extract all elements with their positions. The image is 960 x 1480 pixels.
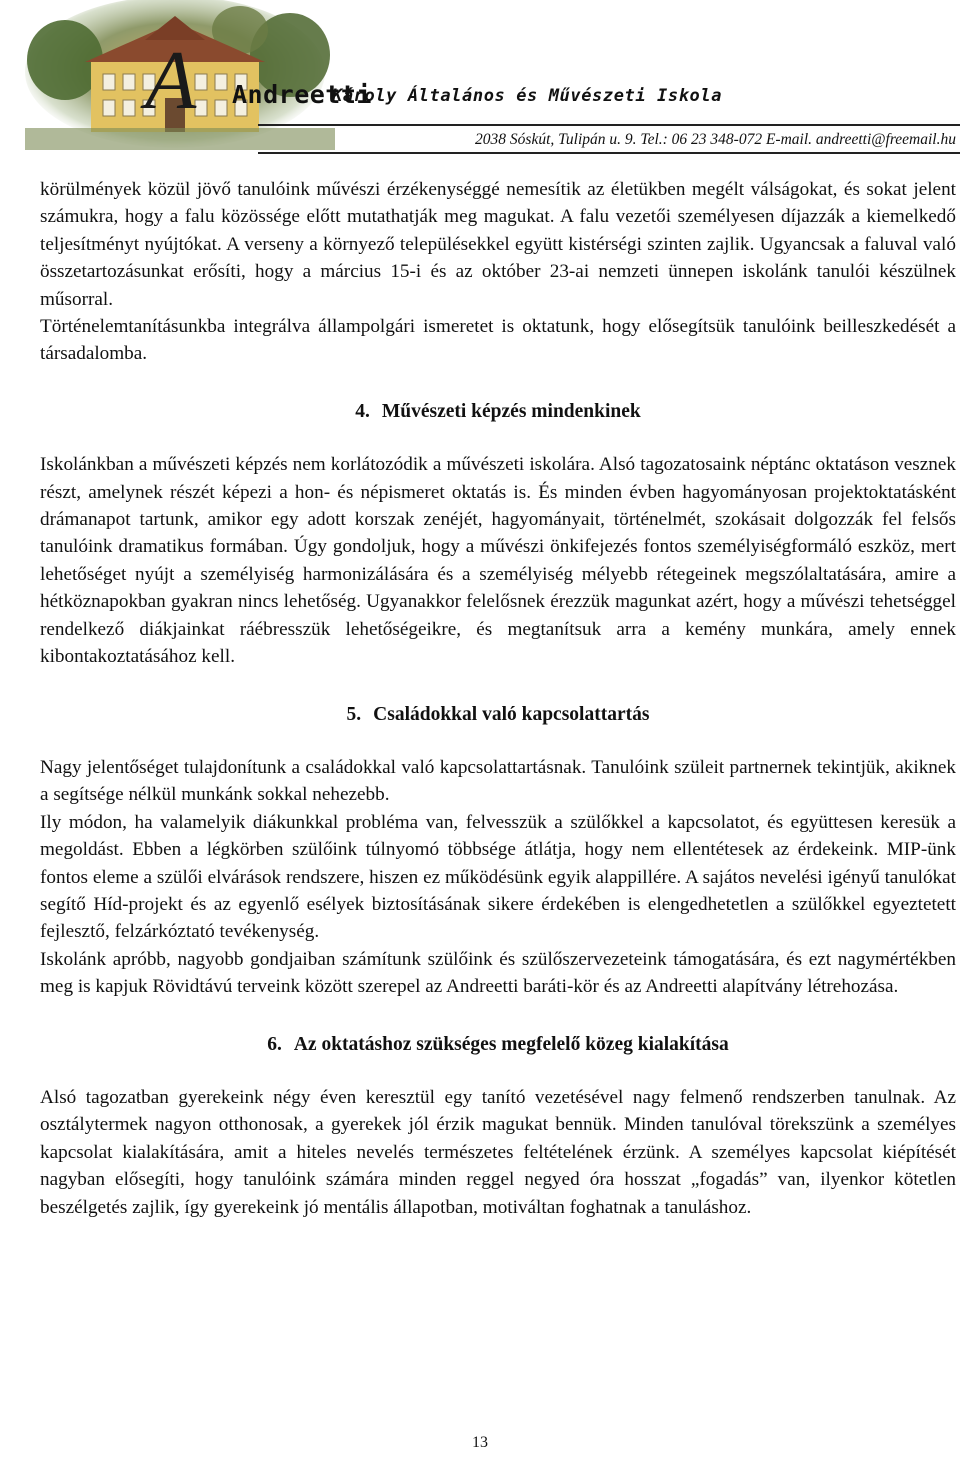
body-paragraph: Ily módon, ha valamelyik diákunkkal probléma van, felvesszük a szülőkkel a kapcsolatot, és együttesen keresük a megoldást. Ebben a légkörben szülőink túlnyomó többsége átlátja, hogy nem ellentétesek az érdekeink. MIP-ünk fontos eleme a szülői elvárások rendszere, hiszen ez működésünk egyik alappillére. A sajátos nevelési igényű tanulókat segítő Híd-projekt és az egyenlő esélyek biztosításának sikere érdekében is elengedhetetlen a szülőkkel egyeztetett fejlesztő, felzárkóztató tevékenység. [40,811,956,943]
body-paragraph: Iskolánkban a művészeti képzés nem korlátozódik a művészeti iskolára. Alsó tagozatosaink néptánc oktatáson vesznek részt, amelynek részét képezi a hon- és népismeret oktatás is. És minden évben hagyományosan projektoktatásként drámanapot tartunk, amikor egy adott korszak zenéjét, hagyományait, történelmét, szokásait dolgozzák fel felsős tanulóink dramatikus formában. Úgy gondoljuk, hogy a művészi önkifejezés fontos személyiségformáló eszköz, mert lehetőséget nyújt a személyiség harmonizálására és a személyiség mélyebb rétegeinek megszólaltatására, amire a hétköznapokban gyakran nincs lehetőség. Ugyanakkor felelősnek érezzük magunkat azért, hogy a művészi tehetséggel rendelkező diákjainkat ráébresszük lehetőségeikre, és megtanítsuk arra a kemény munkára, amely ennek kibontakoztatásához kell. [40,454,956,668]
school-name: Károly Általános és Művészeti Iskola [332,86,723,106]
header-rule-bottom [258,152,960,154]
brand-name: Andreetti [232,80,372,109]
school-building-logo [25,0,335,150]
document-body [40,176,956,1221]
section-number: 6. [267,1033,282,1055]
contact-line: 2038 Sóskút, Tulipán u. 9. Tel.: 06 23 348-072 E-mail. andreetti@freemail.hu [475,131,956,148]
header-rule-top [258,124,960,126]
body-paragraph: Alsó tagozatban gyerekeink négy éven keresztül egy tanító vezetésével nagy felmenő rendszerben tanulnak. Az osztálytermek nagyon otthonosak, a gyerekek jól érzik magukat bennük. Minden tanulóval törekszünk a személyes kapcsolat kialakítására, amit a hiteles nevelés természetes feltételének érzünk. A személyes kapcsolat kiépítését nagyban elősegíti, hogy tanulóink számára minden reggel negyed óra hosszat „fogadás” van, ilyenkor kötetlen beszélgetés zajlik, így gyerekeink jó mentális állapotban, motiváltan foghatnak a tanuláshoz. [40,1086,956,1218]
section-title: Művészeti képzés mindenkinek [381,400,641,422]
page-number: 13 [472,1434,488,1451]
body-paragraph: körülmények közül jövő tanulóink művészi érzékenységgé nemesítik az életükben megélt válságokat, és sokat jelent számukra, hogy a falu közössége előtt mutathatják meg magukat. A falu vezetői személyesen díjazzák a kiemelkedő teljesítményt nyújtókat. A verseny a környező településekkel együtt kistérségi szinten zajlik. Ugyancsak a faluval való összetartozásunkat erősíti, hogy a március 15-i és az október 23-ai nemzeti ünnepen iskolánk tanulói készülnek műsorral. [40,179,956,310]
body-paragraph: Történelemtanításunkba integrálva állampolgári ismeretet is oktatunk, hogy elősegítsük tanulóink beilleszkedését a társadalomba. [40,316,956,365]
section-heading-6 [40,1031,956,1058]
section-heading-5 [40,701,956,728]
section-title: Az oktatáshoz szükséges megfelelő közeg kialakítása [293,1033,729,1055]
letterhead [0,0,960,160]
svg-text:A: A [145,34,197,127]
section-number: 4. [355,400,370,422]
section-number: 5. [346,703,362,725]
body-paragraph: Nagy jelentőséget tulajdonítunk a családokkal való kapcsolattartásnak. Tanulóink szüleit partnernek tekintjük, akiknek a segítsége nélkül munkánk sokkal nehezebb. [40,756,956,806]
section-title: Családokkal való kapcsolattartás [373,703,650,725]
body-paragraph: Iskolánk apróbb, nagyobb gondjaiban számítunk szülőink és szülőszervezeteink támogatására, és ezt nagymértékben meg is kapjuk Rövidtávú terveink között szerepel az Andreetti baráti-kör és az Andreetti alapítvány létrehozása. [40,948,956,998]
section-heading-4 [40,398,956,425]
